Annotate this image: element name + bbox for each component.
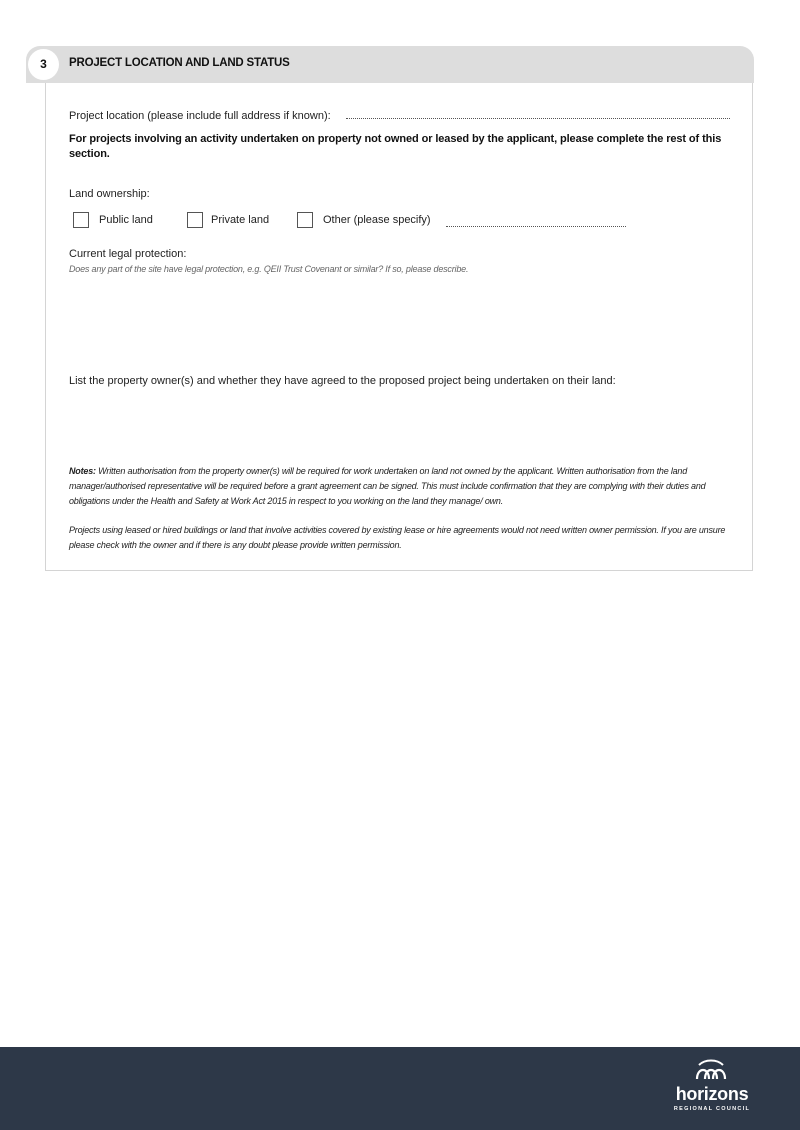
- public-land-checkbox[interactable]: [73, 212, 89, 228]
- horizons-logo-text: horizons: [675, 1084, 749, 1104]
- section-number: 3: [28, 49, 59, 80]
- section-title: PROJECT LOCATION AND LAND STATUS: [69, 57, 290, 69]
- horizons-logo-subtitle: REGIONAL COUNCIL: [673, 1106, 751, 1112]
- other-land-label: Other (please specify): [323, 214, 431, 226]
- land-ownership-label: Land ownership:: [69, 188, 150, 200]
- private-land-label: Private land: [211, 214, 270, 226]
- notes-second-paragraph: Projects using leased or hired buildings or land that involve activities covered by existing lease or hire agreements would not need written owner permission. If you are unsure please check with the owner and if there is any doubt please provide written permission.: [69, 525, 726, 550]
- project-location-label: Project location (please include full address if known):: [69, 110, 331, 122]
- other-specify-field[interactable]: [446, 226, 626, 227]
- horizons-wave-icon: [695, 1059, 727, 1083]
- project-location-field[interactable]: [346, 118, 730, 119]
- legal-protection-hint: Does any part of the site have legal protection, e.g. QEII Trust Covenant or similar? If so, please describe.: [69, 264, 469, 274]
- notes-paragraph: [69, 464, 734, 509]
- instruction-text: For projects involving an activity undertaken on property not owned or leased by the applicant, please complete the rest of this section.: [69, 133, 722, 160]
- legal-protection-label: Current legal protection:: [69, 248, 187, 260]
- notes-heading: Notes:: [69, 466, 96, 476]
- owners-label: List the property owner(s) and whether they have agreed to the proposed project being undertaken on their land:: [69, 375, 616, 387]
- private-land-checkbox[interactable]: [187, 212, 203, 228]
- public-land-label: Public land: [99, 214, 153, 226]
- other-land-checkbox[interactable]: [297, 212, 313, 228]
- notes-text: Written authorisation from the property owner(s) will be required for work undertaken on land not owned by the applicant. Written authorisation from the land manager/authorised representative will be required before a grant agreement can be signed. This must include confirmation that they are complying with their duties and obligations under the Health and Safety at Work Act 2015 in respect to you working on the land they manage/ own.: [69, 466, 706, 506]
